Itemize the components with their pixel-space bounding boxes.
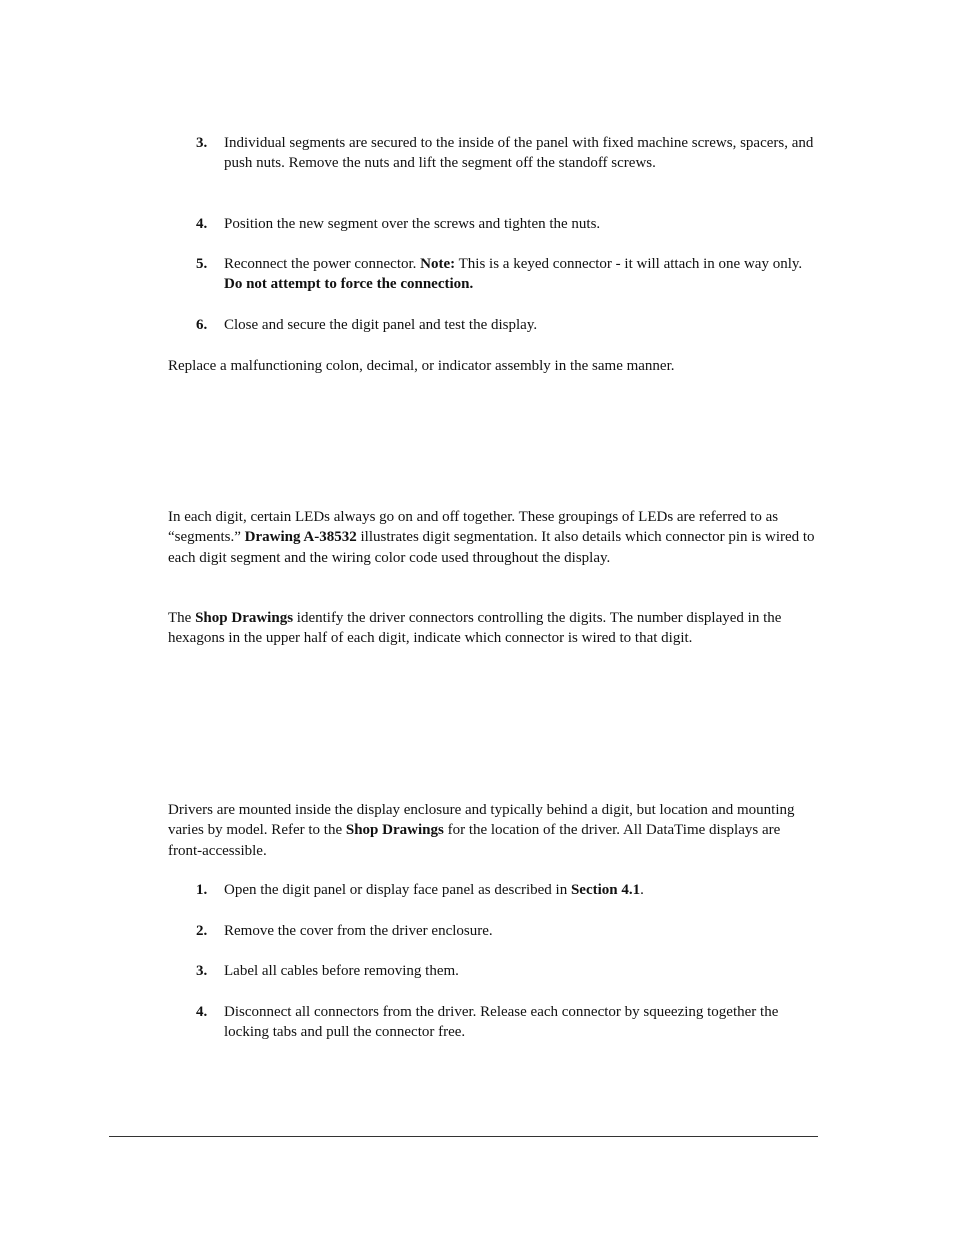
list-text — [224, 1002, 818, 1043]
text-run: In each digit, certain LEDs always go on and off together. These groupings of LEDs are referred to as “segments.” — [168, 509, 779, 546]
text-run: Label all cables before removing them. — [224, 963, 459, 979]
list-number: 2. — [196, 923, 208, 939]
text-run: illustrates digit segmentation. It also details which connector pin is wired to each digit segment and the wiring color code used throughout the display. — [168, 529, 815, 566]
shop-drawings-paragraph — [168, 608, 818, 649]
list-number: 6. — [196, 317, 208, 333]
list-text — [224, 921, 818, 941]
bold-text: Section 4.1 — [570, 882, 641, 898]
text-run: for the location of the driver. All DataTime displays are front-accessible. — [168, 822, 781, 859]
bold-text: Do not attempt to force the connection. — [224, 276, 474, 293]
text-run: Remove the cover from the driver enclosure. — [224, 923, 493, 939]
segments-paragraph — [168, 507, 818, 568]
list-number: 4. — [196, 216, 208, 232]
text-run: Disconnect all connectors from the driver. Release each connector by squeezing together the locking tabs and pull the connector free. — [224, 1004, 779, 1041]
text-run: Individual segments are secured to the inside of the panel with fixed machine screws, spacers, and push nuts. Remove the nuts and lift the segment off the standoff screws. — [224, 135, 814, 172]
text-run: Reconnect the power connector. — [224, 256, 421, 272]
list-text — [224, 254, 818, 295]
list-text — [224, 880, 818, 900]
text-run: . — [640, 882, 644, 898]
text-run: Drivers are mounted inside the display enclosure and typically behind a digit, but location and mounting varies by model. Refer to the — [168, 802, 795, 839]
list-text — [224, 315, 818, 335]
text-run: This is a keyed connector - it will attach in one way only. — [455, 256, 803, 272]
list-text — [224, 133, 818, 174]
list-text — [224, 961, 818, 981]
list-number: 1. — [196, 882, 208, 898]
text-run: identify the driver connectors controlling the digits. The number displayed in the hexagons in the upper half of each digit, indicate which connector is wired to that digit. — [168, 610, 782, 647]
bold-text: Drawing A-38532 — [244, 529, 357, 546]
bold-text: Note: — [420, 256, 456, 272]
list-number: 5. — [196, 256, 208, 272]
text-run: Close and secure the digit panel and test the display. — [224, 317, 538, 333]
drivers-paragraph — [168, 800, 818, 861]
footer-rule — [109, 1136, 818, 1137]
text-run: Position the new segment over the screws and tighten the nuts. — [224, 216, 601, 232]
text-run: Replace a malfunctioning colon, decimal, or indicator assembly in the same manner. — [168, 358, 675, 374]
text-run: Open the digit panel or display face panel as described in — [224, 882, 571, 898]
bold-text: Shop Drawings — [195, 610, 294, 626]
text-run: The — [168, 610, 196, 626]
list-text — [224, 214, 818, 234]
replace-note — [168, 356, 818, 376]
list-number: 3. — [196, 963, 208, 979]
list-number: 4. — [196, 1004, 208, 1020]
list-number: 3. — [196, 135, 208, 151]
bold-text: Shop Drawings — [345, 822, 444, 839]
